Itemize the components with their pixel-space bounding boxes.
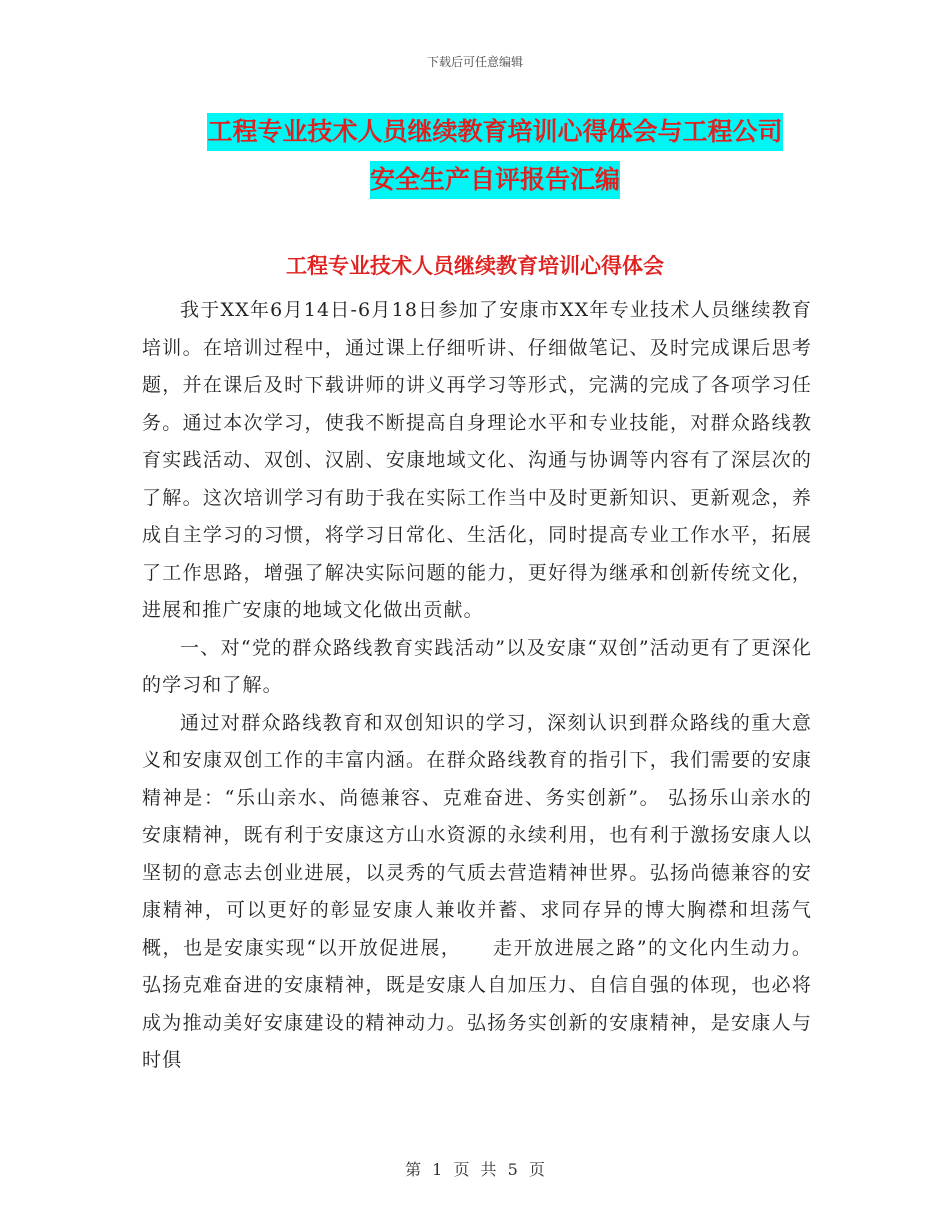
section-subtitle: 工程专业技术人员继续教育培训心得体会 xyxy=(286,254,664,278)
document-body xyxy=(142,292,812,1080)
body-paragraph-2: 一、对“党的群众路线教育实践活动”以及安康“双创”活动更有了更深化的学习和了解。 xyxy=(142,636,812,696)
title-line-1: 工程专业技术人员继续教育培训心得体会与工程公司 xyxy=(207,113,782,151)
document-main-title xyxy=(150,108,840,204)
page-number: 第 1 页 共 5 页 xyxy=(405,1160,545,1179)
body-paragraph-1: 我于XX年6月14日-6月18日参加了安康市XX年专业技术人员继续教育培训。在培训过程中，通过课上仔细听讲、仔细做笔记、及时完成课后思考题，并在课后及时下载讲师的讲义再学习等形式，完满的完成了各项学习任务。通过本次学习，使我不断提高自身理论水平和专业技能，对群众路线教育实践活动、双创、汉剧、安康地域文化、沟通与协调等内容有了深层次的了解。这次培训学习有助于我在实际工作当中及时更新知识、更新观念，养成自主学习的习惯，将学习日常化、生活化，同时提高专业工作水平，拓展了工作思路，增强了解决实际问题的能力，更好得为继承和创新传统文化，进展和推广安康的地域文化做出贡献。 xyxy=(142,299,812,621)
body-paragraph-3: 通过对群众路线教育和双创知识的学习，深刻认识到群众路线的重大意义和安康双创工作的丰富内涵。在群众路线教育的指引下，我们需要的安康精神是：“乐山亲水、尚德兼容、克难奋进、务实创新”。 弘扬乐山亲水的安康精神，既有利于安康这方山水资源的永续利用，也有利于激扬安康人以坚韧的意志去创业进展，以灵秀的气质去营造精神世界。弘扬尚德兼容的安康精神，可以更好的彰显安康人兼收并蓄、求同存异的博大胸襟和坦荡气概，也是安康实现“以开放促进展， 走开放进展之路”的文化内生动力。弘扬克难奋进的安康精神，既是安康人自加压力、自信自强的体现，也必将成为推动美好安康建设的精神动力。弘扬务实创新的安康精神，是安康人与时俱 xyxy=(142,711,812,1071)
page-header-note: 下载后可任意编辑 xyxy=(426,55,523,69)
title-line-2: 安全生产自评报告汇编 xyxy=(370,161,620,199)
